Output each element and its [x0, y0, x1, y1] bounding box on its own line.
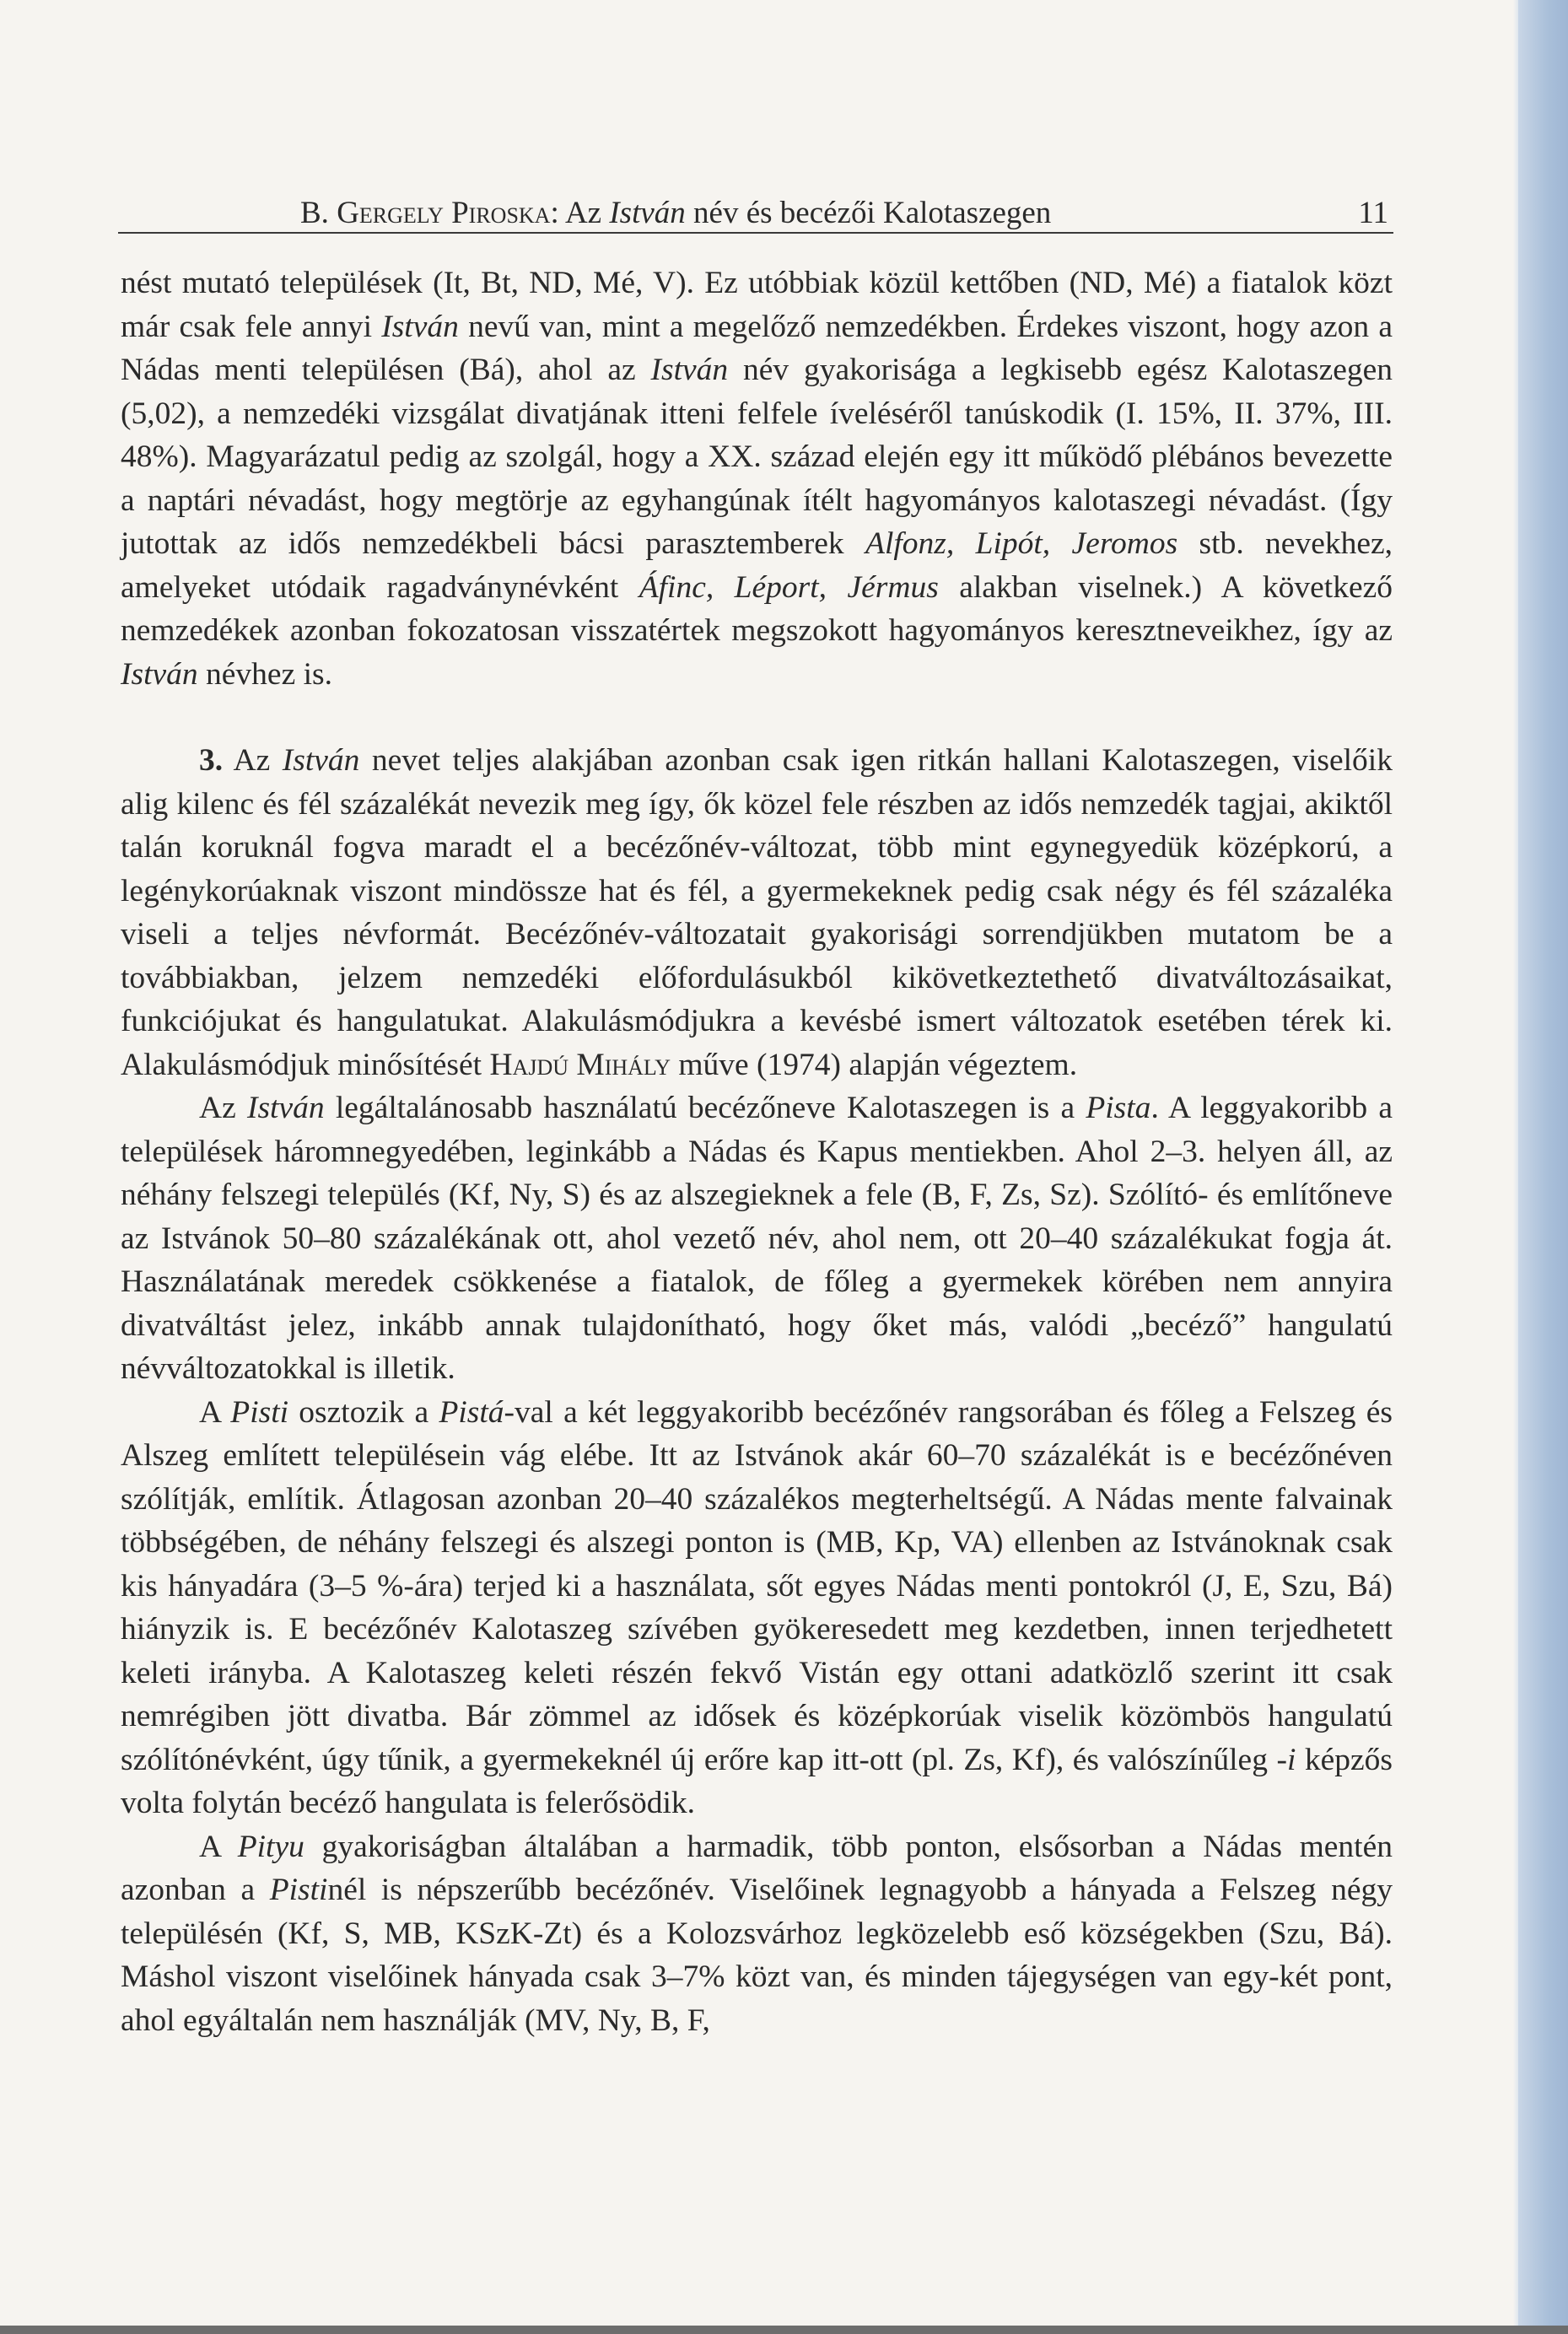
italic-term: Pisti	[230, 1394, 289, 1430]
author-initial: B.	[300, 196, 337, 230]
italic-term: István	[246, 1091, 325, 1125]
page-number: 11	[1358, 196, 1388, 230]
italic-term: Pityu	[237, 1829, 304, 1864]
section-number: 3.	[199, 743, 224, 778]
text-run: műve (1974) alapján végeztem.	[670, 1047, 1078, 1082]
italic-term: Áfinc, Léport, Jérmus	[639, 569, 939, 605]
text-run: képzős volta folytán becéző hangulata is felerősödik.	[121, 1742, 1393, 1820]
text-run: névhez is.	[197, 656, 332, 692]
text-run: nevet teljes alakjában azonban csak igen ritkán hallani Kalotaszegen, viselőik alig kilenc és fél százalékát nevezik meg így, ők közel fele részben az idős nemzedék tagjai, akiktől talán koruknál fogva maradt el a becézőnév-változat, több mint egynegyedük középkorú, a legénykorúaknak viszont mindössze hat és fél, a gyermekeknek pedig csak négy és fél százaléka viseli a teljes névformát. Becézőnév-változatait gyakorisági sorrendjükben mutatom be a továbbiakban, jelzem nemzedéki előfordulásukból kikövetkeztethető divatváltozásaikat, funkciójukat és hangulatukat. Alakulásmódjukra a kevésbé ismert változatok esetében térek ki. Alakulásmódjuk minősítését	[121, 743, 1393, 1082]
text-run: gyakoriságban általában a harmadik, több ponton, elsősorban a Nádas mentén azonban a	[121, 1829, 1393, 1907]
text-run: nél is népszerűbb becézőnév. Viselőinek legnagyobb a hányada a Felszeg négy településén (Kf, S, MB, KSzK-Zt) és a Kolozsvárhoz legközelebb eső községekben (Szu, Bá). Máshol viszont viselőinek hányada csak 3–7% közt van, és minden tájegységen van egy-két pont, ahol egyáltalán nem használják (MV, Ny, B, F,	[121, 1873, 1393, 2038]
text-run: Az	[199, 1091, 247, 1125]
title-italic: István	[609, 196, 686, 230]
paragraph-pityu	[121, 1825, 1393, 2043]
italic-term: Pisti	[269, 1873, 328, 1907]
text-run: stb. nevekhez, amelyeket utódaik ragadványnévként	[121, 526, 1393, 605]
title-post: név és becézői Kalotaszegen	[685, 196, 1052, 230]
text-run: alakban viselnek.) A következő nemzedékek azonban fokozatosan visszatértek megszokott hagyományos keresztneveikhez, így az	[121, 569, 1393, 648]
text-run: nést mutató települések (It, Bt, ND, Mé, V). Ez utóbbiak közül kettőben (ND, Mé) a fiatalok közt már csak fele annyi	[121, 266, 1393, 344]
cited-author: Hajdú Mihály	[489, 1047, 671, 1082]
italic-term: István	[121, 656, 198, 692]
running-header	[118, 192, 1393, 234]
text-run: A	[199, 1394, 231, 1430]
italic-term: Pista	[1086, 1091, 1151, 1125]
italic-term: István	[282, 743, 360, 778]
text-run: A	[199, 1829, 238, 1864]
text-run: nevű van, mint a megelőző nemzedékben. Érdekes viszont, hogy azon a Nádas menti településen (Bá), ahol az	[121, 309, 1393, 387]
title-pre: : Az	[550, 196, 610, 230]
header-rule	[118, 232, 1393, 234]
text-run: osztozik a	[288, 1394, 439, 1430]
paragraph-continued	[121, 261, 1393, 696]
text-run: Az	[223, 743, 283, 778]
paragraph-pista	[121, 1086, 1393, 1391]
running-title	[300, 192, 1051, 234]
body-text	[121, 261, 1393, 2042]
bottom-edge	[0, 2326, 1568, 2334]
italic-term: Pistá	[439, 1394, 504, 1430]
text-run: -val a két leggyakoribb becézőnév rangsorában és főleg a Felszeg és Alszeg említett településein vág elébe. Itt az Istvánok akár 60–70 százalékát is e becézőnéven szólítják, említik. Átlagosan azonban 20–40 százalékos megterheltségű. A Nádas mente falvainak többségében, de néhány felszegi és alszegi ponton is (MB, Kp, VA) ellenben az Istvánoknak csak kis hányadára (3–5 %-ára) terjed ki a használata, sőt egyes Nádas menti pontokról (J, E, Szu, Bá) hiányzik is. E becézőnév Kalotaszeg szívében gyökeresedett meg kezdetben, innen terjedhetett keleti irányba. A Kalotaszeg keleti részén fekvő Vistán egy ottani adatközlő szerint itt csak nemrégiben jött divatba. Bár zömmel az idősek és középkorúak viselik közömbös hangulatú szólítónévként, úgy tűnik, a gyermekeknél új erőre kap itt-ott (pl. Zs, Kf), és valószínűleg	[121, 1394, 1393, 1777]
italic-term: Alfonz, Lipót, Jeromos	[865, 526, 1178, 561]
paragraph-pisti	[121, 1391, 1393, 1825]
paragraph-section-3	[121, 739, 1393, 1086]
text-run: név gyakorisága a legkisebb egész Kalotaszegen (5,02), a nemzedéki vizsgálat divatjának itteni felfele íveléséről tanúskodik (I. 15%, II. 37%, III. 48%). Magyarázatul pedig az szolgál, hogy a XX. század elején egy itt működő plébános bevezette a naptári névadást, hogy megtörje az egyhangúnak ítélt hagyományos kalotaszegi névadást. (Így jutottak az idős nemzedékbeli bácsi parasztemberek	[121, 353, 1393, 561]
text-run: . A leggyakoribb a települések háromnegyedében, leginkább a Nádas és Kapus mentiekben. Ahol 2–3. helyen áll, az néhány felszegi település (Kf, Ny, S) és az alszegieknek a fele (B, F, Zs, Sz). Szólító- és említőneve az Istvánok 50–80 százalékának ott, ahol vezető név, ahol nem, ott 20–40 százalékukat fogja át. Használatának meredek csökkenése a fiatalok, de főleg a gyermekek körében nem annyira divatváltást jelez, inkább annak tulajdonítható, hogy őket más, valódi „becéző” hangulatú névváltozatokkal is illetik.	[121, 1091, 1393, 1386]
italic-term: -i	[1276, 1742, 1296, 1777]
book-spine	[1518, 0, 1568, 2334]
italic-term: István	[381, 309, 459, 344]
text-run: legáltalánosabb használatú becézőneve Kalotaszegen is a	[324, 1091, 1086, 1125]
italic-term: István	[650, 353, 729, 387]
author-name: Gergely Piroska	[337, 196, 551, 230]
